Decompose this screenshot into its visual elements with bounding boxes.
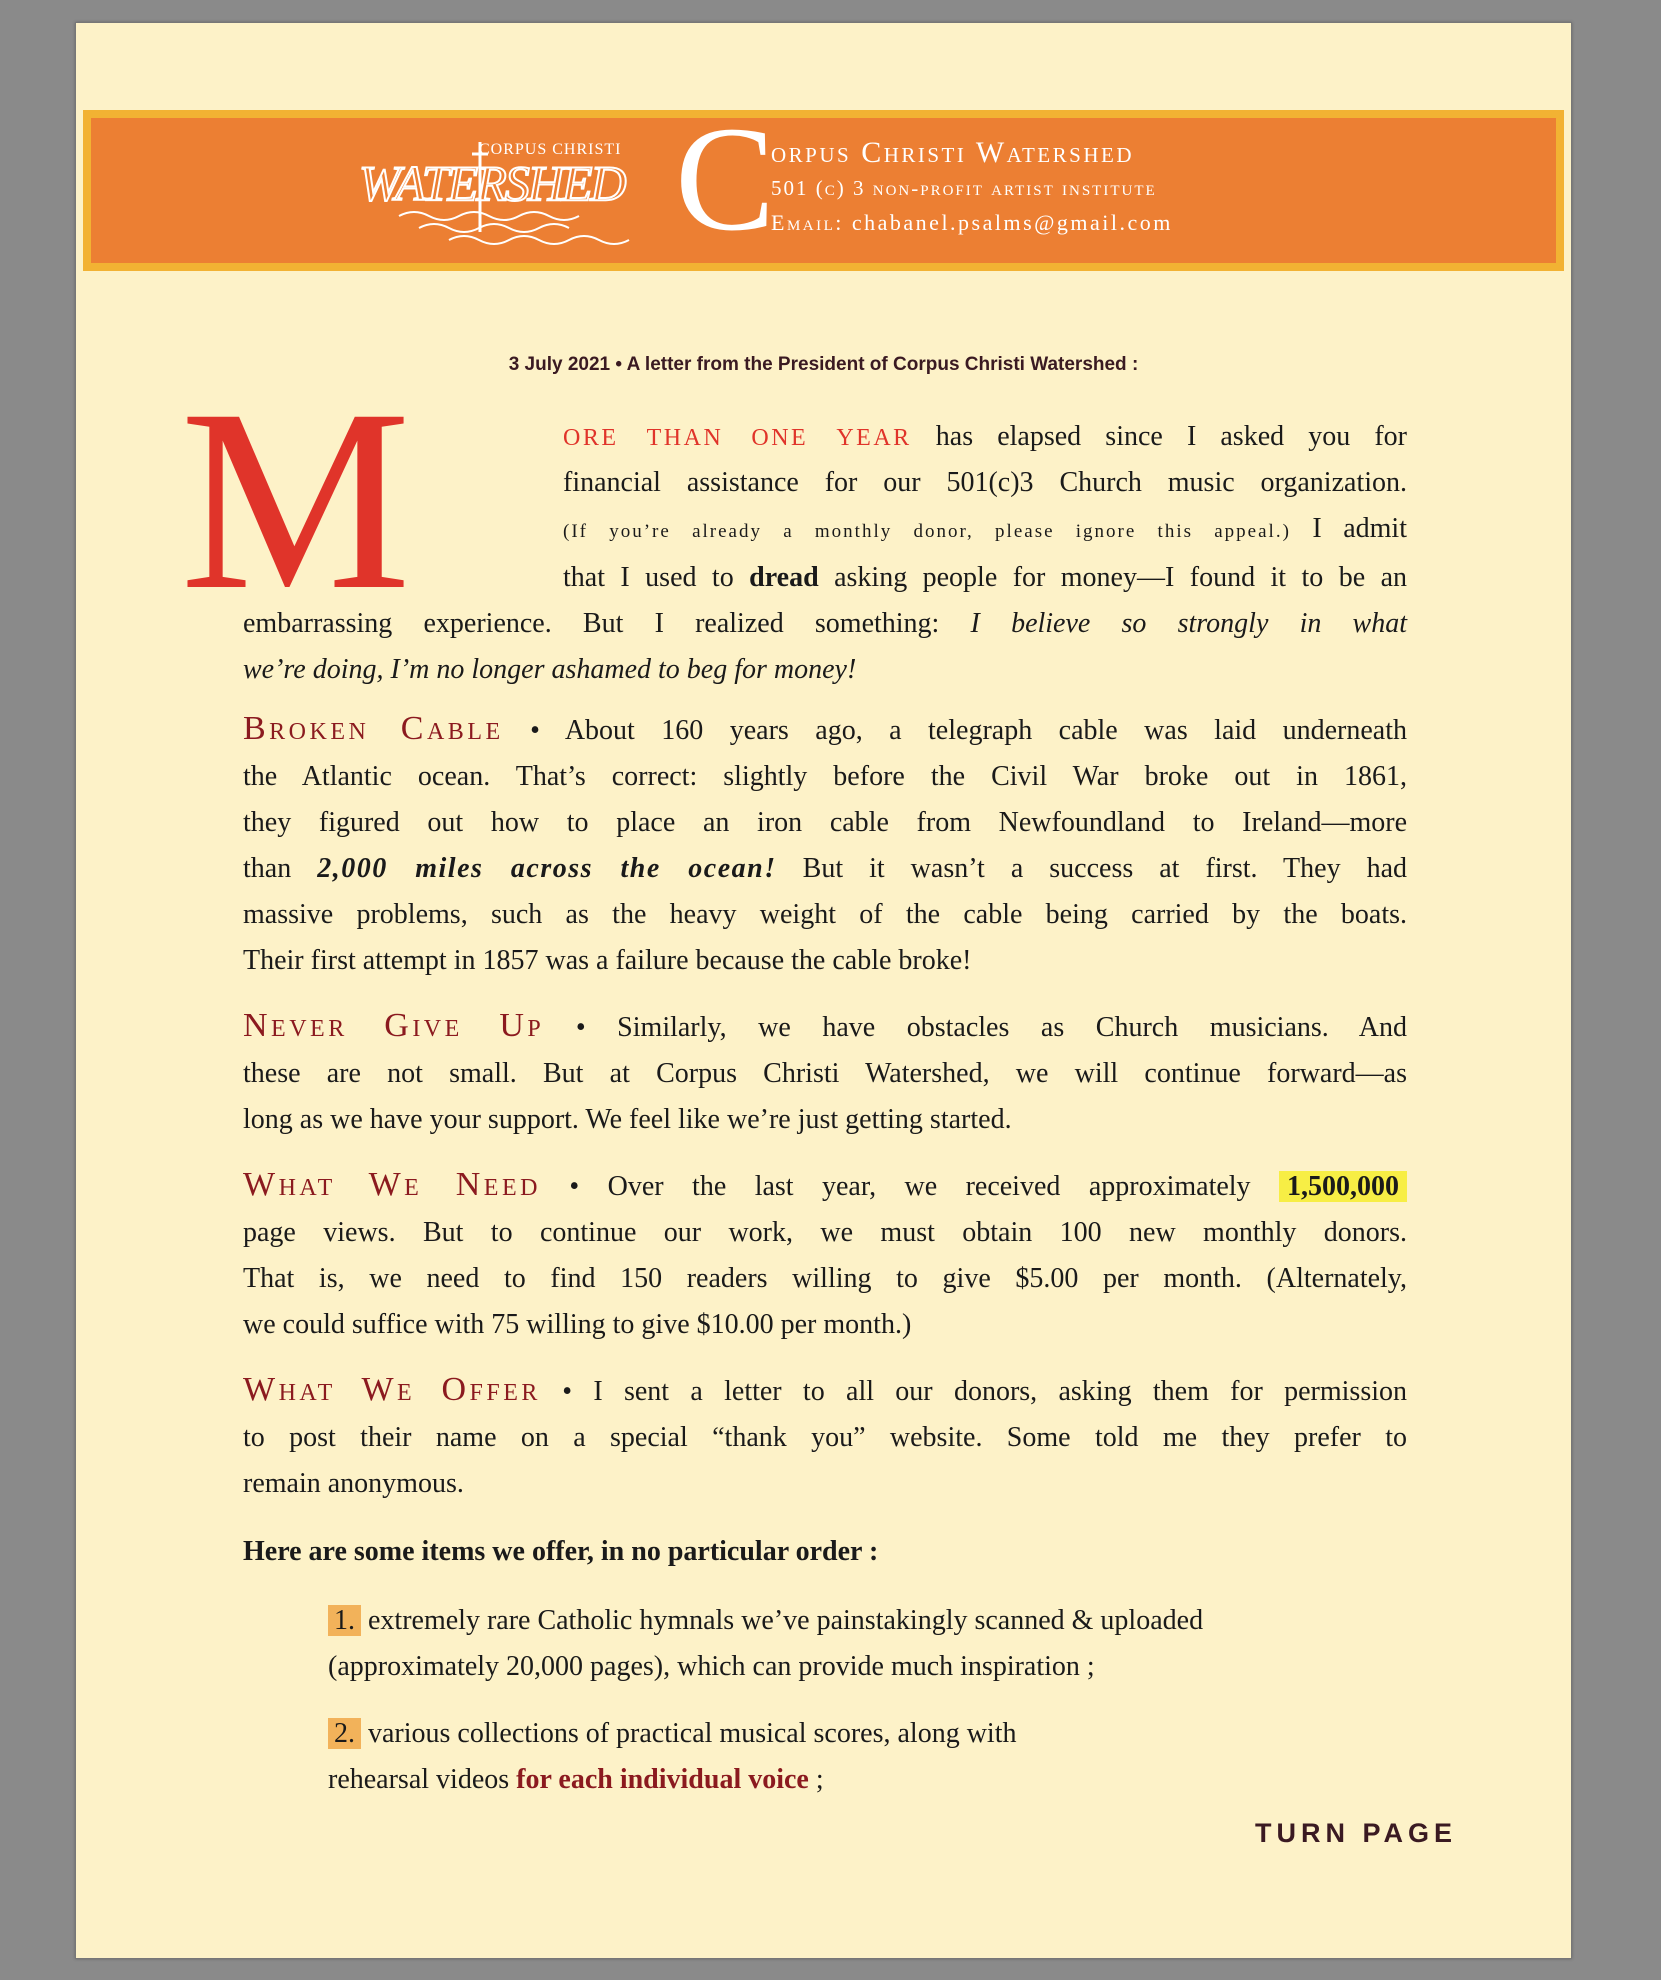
what-we-offer-heading: What We Offer [243,1371,541,1408]
item-2-number: 2. [328,1718,361,1749]
item-2-text-2a: rehearsal videos [328,1764,510,1795]
what-we-offer-line-3: remain anonymous. [243,1468,464,1499]
section-what-we-offer [243,1367,1407,1507]
org-subtitle: 501 (c) 3 non-profit artist institute [771,176,1157,200]
items-heading-text: Here are some items we offer, in no particular order : [243,1536,879,1567]
what-we-offer-line-2: to post their name on a special “thank you” website. Some told me they prefer to [243,1422,1407,1453]
intro-line-4a: that I used to [563,562,734,593]
intro-line-4b: asking people for money—I found it to be an [834,562,1408,593]
what-we-need-line-2: page views. But to continue our work, we must obtain 100 new monthly donors. [243,1217,1407,1248]
what-we-offer-l1: • I sent a letter to all our donors, asking them for permission [562,1376,1408,1407]
what-we-need-heading: What We Need [243,1166,541,1203]
list-item [328,1711,1407,1803]
title-initial: C [675,96,776,262]
logo-wave-icon [399,212,579,220]
intro-line-3-text: I admit [1312,513,1407,544]
broken-cable-l1: • About 160 years ago, a telegraph cable was laid underneath [530,715,1408,746]
never-give-up-l1: • Similarly, we have obstacles as Church musicians. And [575,1012,1408,1043]
donor-note: (If you’re already a monthly donor, please ignore this appeal.) [563,521,1291,542]
item-2-line-2 [328,1757,1407,1803]
intro-line-5-italic: I believe so strongly in what [970,608,1408,639]
item-1-text-1: extremely rare Catholic hymnals we’ve painstakingly scanned & uploaded [368,1605,1204,1636]
item-2-line-1 [328,1711,1407,1757]
broken-cable-l4a: than [243,853,292,884]
item-1-line-2: (approximately 20,000 pages), which can provide much inspiration ; [328,1651,1095,1682]
never-give-up-line-2: these are not small. But at Corpus Christi Watershed, we will continue forward—as [243,1058,1407,1089]
items-heading [243,1529,1407,1575]
intro-line-3 [243,506,1407,555]
broken-cable-line-4 [243,846,1407,892]
item-1-line-1 [328,1598,1407,1644]
item-2-text-1: various collections of practical musical scores, along with [368,1718,1017,1749]
list-item [328,1598,1407,1690]
dateline: 3 July 2021 • A letter from the President of Corpus Christi Watershed : [508,354,1139,375]
what-we-need-l1: • Over the last year, we received approximately [569,1171,1251,1202]
never-give-up-heading: Never Give Up [243,1007,545,1044]
broken-cable-line-5: massive problems, such as the heavy weight of the cable being carried by the boats. [243,899,1407,930]
turn-page-label: TURN PAGE [1254,1818,1457,1848]
broken-cable-line-3: they figured out how to place an iron cable from Newfoundland to Ireland—more [243,807,1407,838]
broken-cable-line-1 [243,706,1407,754]
broken-cable-line-6: Their first attempt in 1857 was a failure because the cable broke! [243,945,972,976]
logo-text-main: WATERSHED [359,155,625,211]
letter-page [75,22,1572,1959]
intro-line-4 [243,555,1407,601]
what-we-offer-line-1 [243,1367,1407,1415]
intro-paragraph [243,412,1407,693]
section-never-give-up [243,1003,1407,1143]
item-2-emphasis: for each individual voice [516,1764,809,1795]
broken-cable-l4b: But it wasn’t a success at first. They had [802,853,1408,884]
intro-dread: dread [749,562,819,593]
org-title: orpus Christi Watershed [771,136,1134,169]
intro-line-1 [243,412,1407,460]
never-give-up-line-3: long as we have your support. We feel like we’re just getting started. [243,1104,1012,1135]
intro-lead-caps: ore than one year [563,416,912,453]
intro-line-6-italic: we’re doing, I’m no longer ashamed to beg for money! [243,654,857,685]
drop-cap-letter: M [180,367,412,617]
intro-line-2: financial assistance for our 501(c)3 Church music organization. [563,467,1407,498]
section-broken-cable [243,706,1407,984]
broken-cable-emphasis: 2,000 miles across the ocean! [317,853,777,884]
what-we-need-line-3: That is, we need to find 150 readers willing to give $5.00 per month. (Alternately, [243,1263,1407,1294]
logo-text-top: CORPUS CHRISTI [479,141,622,158]
what-we-need-line-4: we could suffice with 75 willing to give $10.00 per month.) [243,1309,912,1340]
item-2-text-2b: ; [815,1764,824,1795]
email-label: Email: [771,210,844,235]
item-1-number: 1. [328,1605,361,1636]
never-give-up-line-1 [243,1003,1407,1051]
intro-line-5 [243,601,1407,647]
header-banner-fill [91,96,1556,263]
intro-line-5a: embarrassing experience. But I realized something: [243,608,940,639]
watershed-logo [359,132,659,250]
section-what-we-need [243,1162,1407,1348]
header-banner [83,96,1564,271]
intro-line-1-text: has elapsed since I asked you for [935,421,1408,452]
email-address[interactable]: chabanel.psalms@gmail.com [851,210,1173,235]
broken-cable-line-2: the Atlantic ocean. That’s correct: slightly before the Civil War broke out in 1861, [243,761,1407,792]
org-email-line [771,210,1173,236]
page-views-highlight: 1,500,000 [1279,1171,1407,1202]
what-we-need-line-1 [243,1162,1407,1210]
intro-line-6 [243,647,1407,693]
broken-cable-heading: Broken Cable [243,710,504,747]
